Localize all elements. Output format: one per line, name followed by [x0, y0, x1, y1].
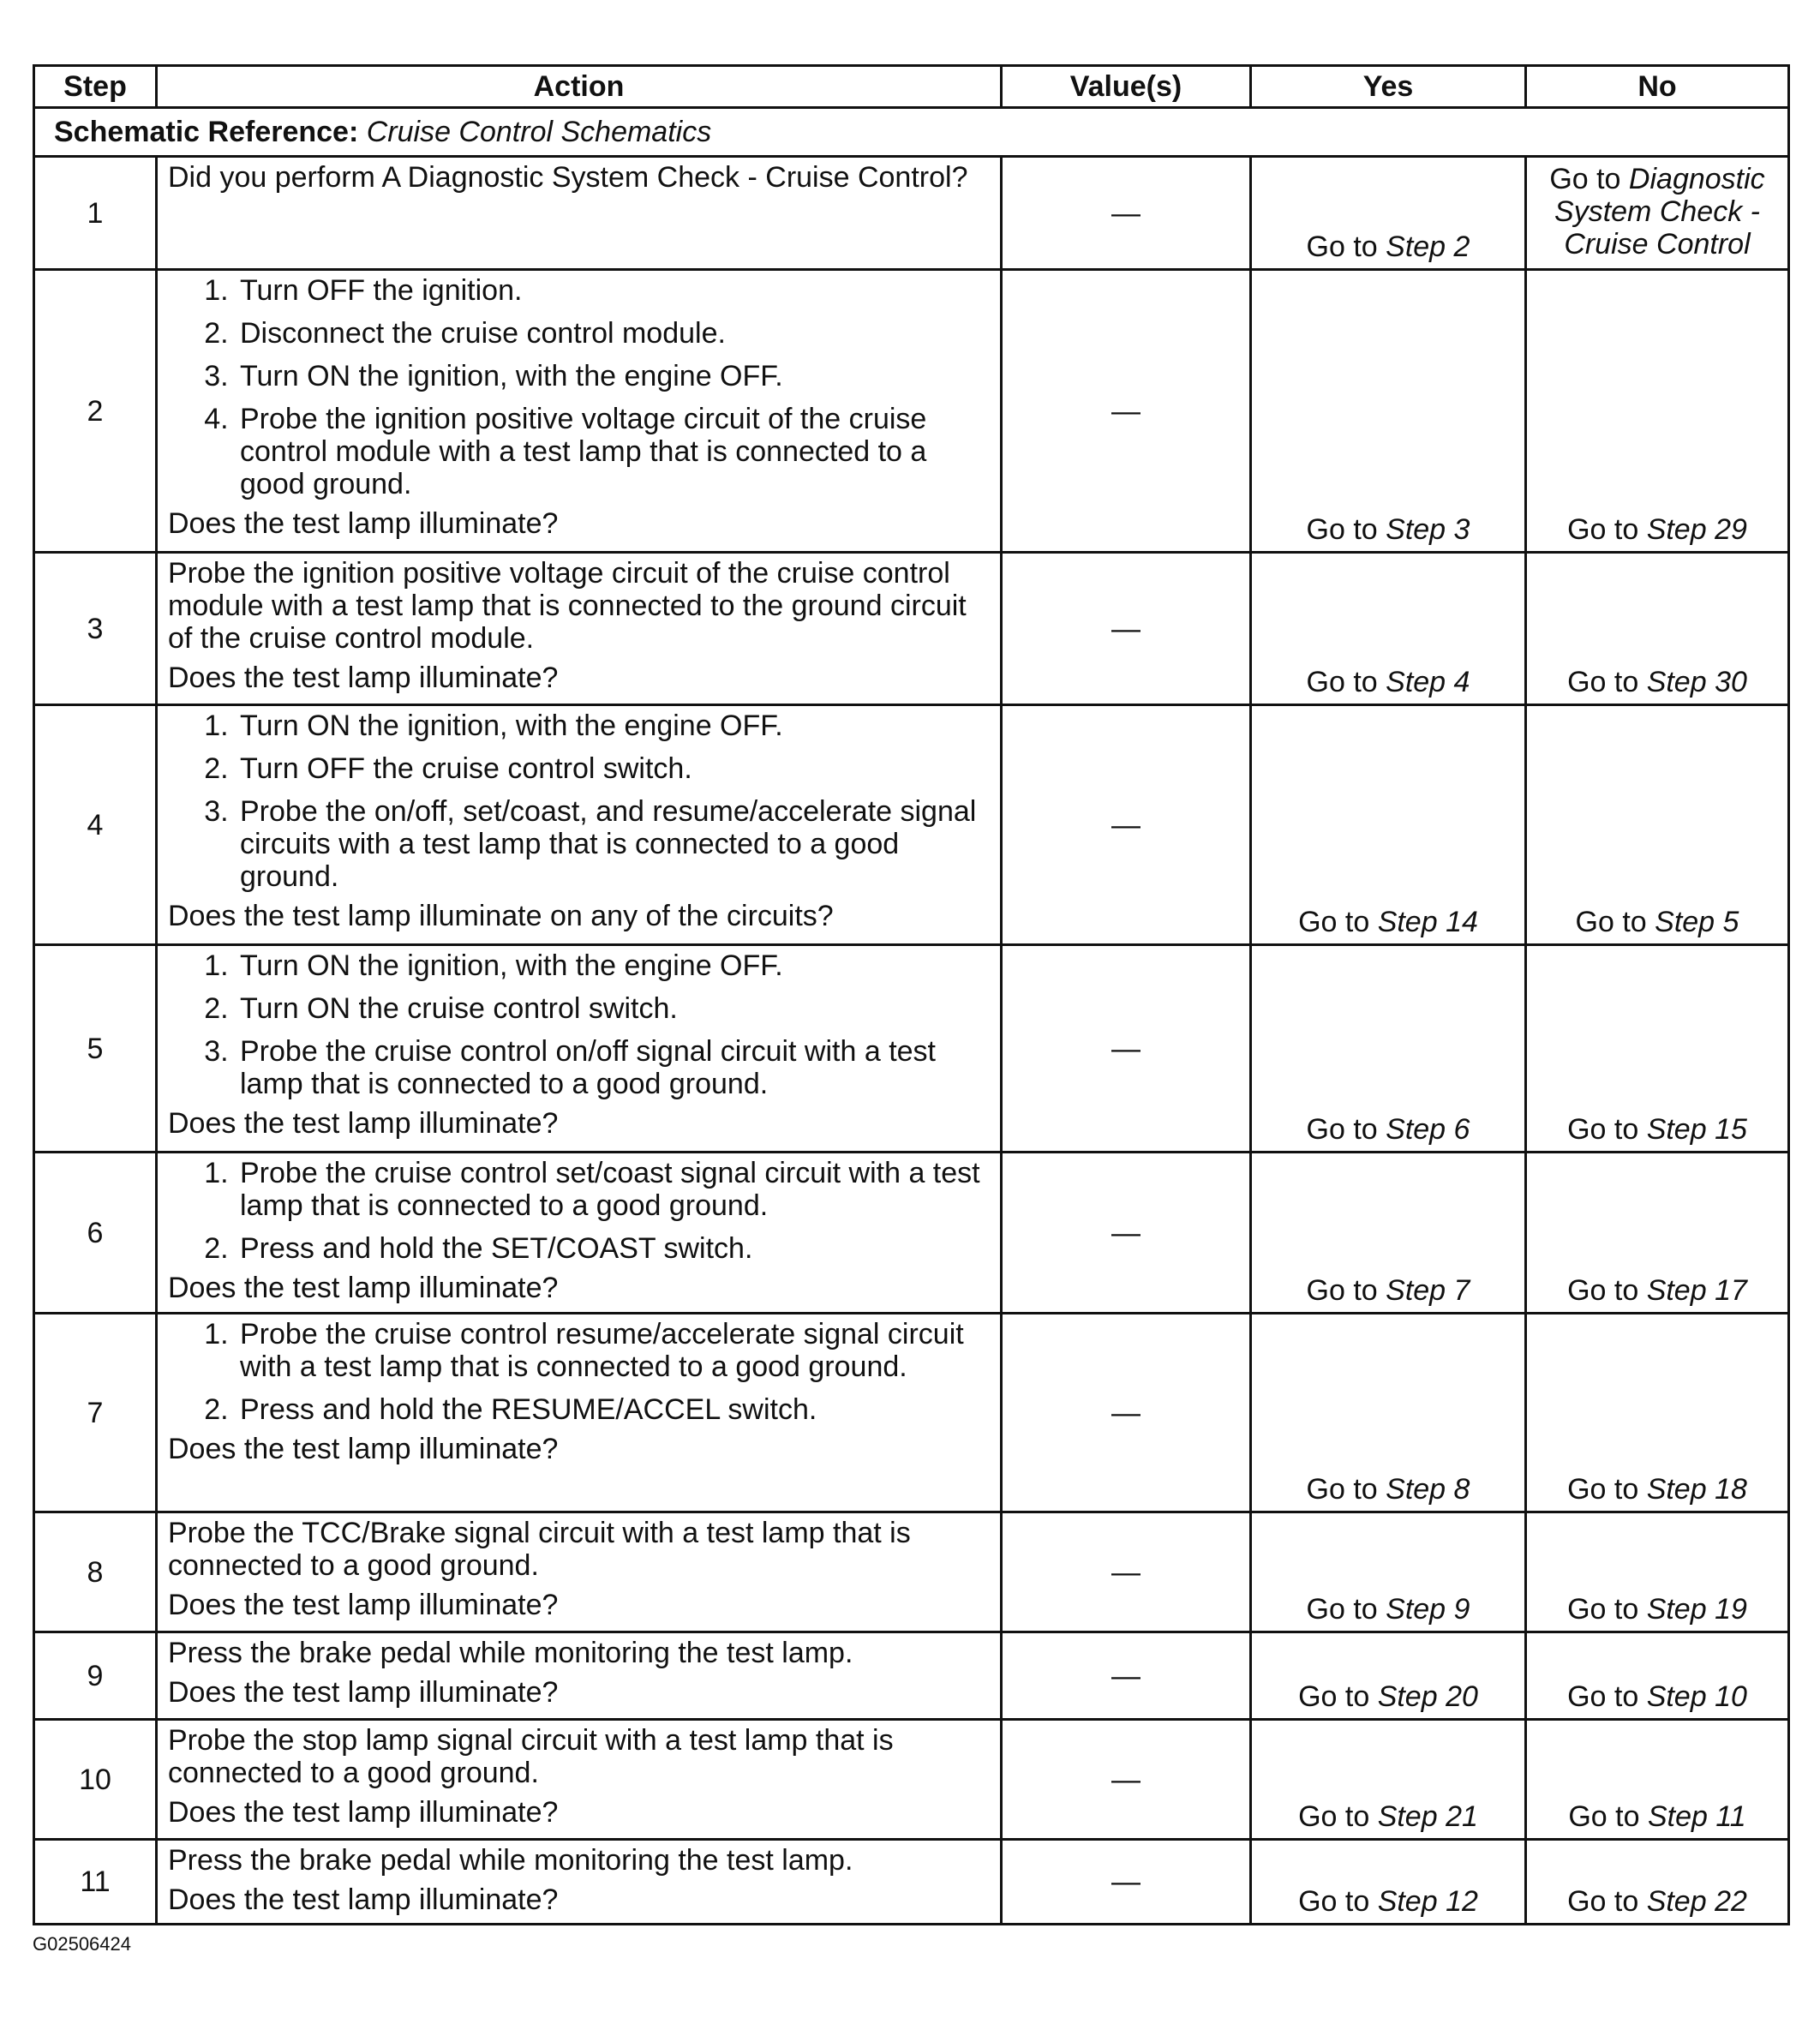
value-dash: — [1111, 394, 1140, 428]
no-goto-target: Step 18 [1646, 1473, 1747, 1506]
yes-goto-target: Step 6 [1386, 1113, 1470, 1146]
value-dash: — [1111, 1865, 1140, 1898]
yes-goto-link[interactable] [1307, 1593, 1470, 1626]
no-goto-prefix: Go to [1567, 513, 1647, 546]
no-cell [1526, 1632, 1789, 1720]
action-cell [157, 157, 1002, 270]
no-goto-link[interactable] [1576, 906, 1739, 938]
table-row [34, 1632, 1789, 1720]
step-number: 9 [34, 1632, 157, 1720]
no-goto-prefix: Go to [1567, 1593, 1647, 1626]
schematic-reference [34, 108, 1789, 157]
yes-cell [1251, 1314, 1526, 1512]
no-cell [1526, 1720, 1789, 1840]
value-dash: — [1111, 196, 1140, 230]
action-steps-list [168, 274, 988, 500]
table-body [34, 108, 1789, 1925]
no-goto-target: Step 11 [1647, 1800, 1746, 1833]
no-goto-link[interactable] [1549, 163, 1764, 260]
yes-cell [1251, 1840, 1526, 1925]
table-row [34, 157, 1789, 270]
action-cell [157, 1720, 1002, 1840]
header-yes: Yes [1251, 66, 1526, 108]
no-goto-prefix: Go to [1567, 1473, 1647, 1506]
no-goto-prefix: Go to [1567, 1680, 1647, 1713]
yes-goto-target: Step 9 [1386, 1593, 1470, 1626]
value-cell [1002, 270, 1251, 553]
no-goto-prefix: Go to [1567, 666, 1647, 698]
yes-goto-prefix: Go to [1306, 513, 1386, 546]
yes-goto-target: Step 7 [1386, 1274, 1470, 1307]
no-goto-target: Step 15 [1646, 1113, 1747, 1146]
value-dash: — [1111, 1216, 1140, 1249]
no-goto-target: Step 10 [1646, 1680, 1747, 1713]
action-cell [157, 270, 1002, 553]
action-step-item: 1. Turn OFF the ignition. [236, 274, 988, 307]
diagnostic-table [33, 64, 1790, 1925]
action-steps-list [168, 949, 988, 1100]
figure-id: G02506424 [33, 1933, 131, 1955]
yes-goto-target: Step 21 [1377, 1800, 1478, 1833]
no-goto-link[interactable] [1567, 1593, 1747, 1626]
yes-cell [1251, 157, 1526, 270]
value-dash: — [1111, 1763, 1140, 1796]
action-text: Press the brake pedal while monitoring the test lamp. [168, 1637, 853, 1669]
no-goto-target: Step 30 [1646, 666, 1747, 698]
action-step-item: 2. Turn ON the cruise control switch. [236, 992, 988, 1025]
action-cell [157, 1632, 1002, 1720]
yes-cell [1251, 1512, 1526, 1632]
action-question: Does the test lamp illuminate? [168, 1272, 559, 1304]
no-goto-link[interactable] [1567, 1274, 1747, 1307]
step-number: 10 [34, 1720, 157, 1840]
action-step-item: 2. Press and hold the RESUME/ACCEL switch. [236, 1393, 988, 1426]
yes-goto-link[interactable] [1298, 1800, 1478, 1833]
header-row [34, 66, 1789, 108]
no-cell [1526, 945, 1789, 1153]
action-step-item: 3. Probe the on/off, set/coast, and resume/accelerate signal circuits with a test lamp that is connected to a good ground. [236, 795, 988, 893]
action-step-item: 3. Turn ON the ignition, with the engine OFF. [236, 360, 988, 392]
schematic-reference-row [34, 108, 1789, 157]
action-cell [157, 1840, 1002, 1925]
yes-goto-link[interactable] [1307, 513, 1470, 546]
action-question: Does the test lamp illuminate? [168, 1107, 559, 1140]
no-goto-prefix: Go to [1567, 1113, 1647, 1146]
no-goto-target: Step 5 [1655, 906, 1739, 938]
yes-cell [1251, 705, 1526, 945]
value-dash: — [1111, 1659, 1140, 1692]
no-cell [1526, 553, 1789, 705]
table-row [34, 945, 1789, 1153]
action-question: Does the test lamp illuminate? [168, 1433, 559, 1465]
yes-cell [1251, 270, 1526, 553]
value-cell [1002, 1840, 1251, 1925]
yes-cell [1251, 1153, 1526, 1314]
no-goto-target: Step 22 [1646, 1885, 1747, 1918]
value-cell [1002, 1153, 1251, 1314]
no-cell [1526, 1840, 1789, 1925]
yes-goto-link[interactable] [1298, 1885, 1478, 1918]
yes-goto-link[interactable] [1307, 1274, 1470, 1307]
no-goto-prefix: Go to [1575, 906, 1655, 938]
yes-goto-link[interactable] [1307, 231, 1470, 263]
yes-goto-prefix: Go to [1298, 1800, 1378, 1833]
no-goto-prefix: Go to [1567, 1274, 1647, 1307]
step-number: 3 [34, 553, 157, 705]
action-step-item: 2. Press and hold the SET/COAST switch. [236, 1232, 988, 1265]
step-number: 11 [34, 1840, 157, 1925]
yes-goto-prefix: Go to [1298, 1680, 1378, 1713]
no-cell [1526, 1314, 1789, 1512]
table-row [34, 1153, 1789, 1314]
step-number: 5 [34, 945, 157, 1153]
no-goto-link[interactable] [1567, 1680, 1747, 1713]
no-cell [1526, 157, 1789, 270]
no-goto-target: Diagnostic System Check - Cruise Control [1554, 163, 1765, 260]
no-goto-target: Step 19 [1646, 1593, 1747, 1626]
yes-goto-prefix: Go to [1306, 231, 1386, 263]
no-goto-link[interactable] [1567, 1113, 1747, 1146]
yes-goto-target: Step 20 [1377, 1680, 1478, 1713]
header-values: Value(s) [1002, 66, 1251, 108]
no-goto-prefix: Go to [1549, 163, 1629, 195]
yes-cell [1251, 1632, 1526, 1720]
yes-goto-target: Step 8 [1386, 1473, 1470, 1506]
table-row [34, 1512, 1789, 1632]
step-number: 7 [34, 1314, 157, 1512]
action-text: Press the brake pedal while monitoring the test lamp. [168, 1844, 853, 1877]
no-goto-link[interactable] [1567, 666, 1747, 698]
action-question: Does the test lamp illuminate? [168, 662, 559, 694]
action-cell [157, 1314, 1002, 1512]
yes-goto-prefix: Go to [1306, 666, 1386, 698]
value-dash: — [1111, 1032, 1140, 1065]
value-cell [1002, 553, 1251, 705]
action-step-item: 4. Probe the ignition positive voltage circuit of the cruise control module with a test lamp that is connected to a good ground. [236, 403, 988, 500]
table-row [34, 1840, 1789, 1925]
value-dash: — [1111, 1396, 1140, 1429]
action-question: Does the test lamp illuminate? [168, 1883, 559, 1916]
yes-goto-link[interactable] [1298, 906, 1478, 938]
action-step-item: 1. Turn ON the ignition, with the engine OFF. [236, 710, 988, 742]
no-goto-link[interactable] [1567, 1473, 1747, 1506]
table-row [34, 553, 1789, 705]
yes-cell [1251, 1720, 1526, 1840]
action-steps-list [168, 1318, 988, 1426]
step-number: 8 [34, 1512, 157, 1632]
action-step-item: 1. Probe the cruise control set/coast signal circuit with a test lamp that is connected to a good ground. [236, 1157, 988, 1222]
yes-goto-target: Step 4 [1386, 666, 1470, 698]
action-question: Does the test lamp illuminate on any of the circuits? [168, 900, 834, 932]
yes-cell [1251, 945, 1526, 1153]
table-row [34, 270, 1789, 553]
table-row [34, 1720, 1789, 1840]
schematic-reference-link[interactable]: Cruise Control Schematics [366, 116, 712, 148]
step-number: 6 [34, 1153, 157, 1314]
yes-goto-target: Step 2 [1386, 231, 1470, 263]
no-goto-target: Step 29 [1646, 513, 1747, 546]
step-number: 1 [34, 157, 157, 270]
yes-cell [1251, 553, 1526, 705]
yes-goto-link[interactable] [1298, 1680, 1478, 1713]
no-goto-link[interactable] [1568, 1800, 1745, 1833]
action-step-item: 1. Turn ON the ignition, with the engine OFF. [236, 949, 988, 982]
value-cell [1002, 705, 1251, 945]
value-cell [1002, 945, 1251, 1153]
value-cell [1002, 1512, 1251, 1632]
action-steps-list [168, 1157, 988, 1265]
action-text: Probe the stop lamp signal circuit with a test lamp that is connected to a good ground. [168, 1724, 894, 1789]
yes-goto-prefix: Go to [1298, 1885, 1378, 1918]
no-goto-target: Step 17 [1646, 1274, 1747, 1307]
yes-goto-link[interactable] [1307, 1473, 1470, 1506]
value-dash: — [1111, 612, 1140, 645]
action-question: Does the test lamp illuminate? [168, 1796, 559, 1829]
no-cell [1526, 1512, 1789, 1632]
table-row [34, 1314, 1789, 1512]
action-question: Does the test lamp illuminate? [168, 1589, 559, 1621]
action-cell [157, 553, 1002, 705]
action-cell [157, 1153, 1002, 1314]
no-goto-prefix: Go to [1567, 1885, 1647, 1918]
action-step-item: 2. Turn OFF the cruise control switch. [236, 752, 988, 785]
yes-goto-target: Step 3 [1386, 513, 1470, 546]
no-cell [1526, 270, 1789, 553]
no-goto-link[interactable] [1567, 513, 1747, 546]
table-row [34, 705, 1789, 945]
yes-goto-target: Step 12 [1377, 1885, 1478, 1918]
action-text: Did you perform A Diagnostic System Check - Cruise Control? [168, 161, 968, 194]
no-goto-prefix: Go to [1568, 1800, 1648, 1833]
action-step-item: 1. Probe the cruise control resume/accelerate signal circuit with a test lamp that is connected to a good ground. [236, 1318, 988, 1383]
value-cell [1002, 1632, 1251, 1720]
header-no: No [1526, 66, 1789, 108]
action-cell [157, 705, 1002, 945]
step-number: 4 [34, 705, 157, 945]
header-action: Action [157, 66, 1002, 108]
header-step: Step [34, 66, 157, 108]
value-cell [1002, 1314, 1251, 1512]
action-steps-list [168, 710, 988, 893]
action-question: Does the test lamp illuminate? [168, 1676, 559, 1709]
no-cell [1526, 1153, 1789, 1314]
no-goto-link[interactable] [1567, 1885, 1747, 1918]
yes-goto-prefix: Go to [1306, 1113, 1386, 1146]
action-cell [157, 1512, 1002, 1632]
action-question: Does the test lamp illuminate? [168, 507, 559, 540]
yes-goto-prefix: Go to [1306, 1473, 1386, 1506]
action-text: Probe the ignition positive voltage circuit of the cruise control module with a test lamp that is connected to the ground circuit of the cruise control module. [168, 557, 967, 655]
no-cell [1526, 705, 1789, 945]
yes-goto-prefix: Go to [1298, 906, 1378, 938]
action-step-item: 3. Probe the cruise control on/off signal circuit with a test lamp that is connected to a good ground. [236, 1035, 988, 1100]
value-cell [1002, 1720, 1251, 1840]
schematic-reference-label: Schematic Reference: [54, 116, 359, 148]
value-cell [1002, 157, 1251, 270]
value-dash: — [1111, 808, 1140, 841]
yes-goto-prefix: Go to [1306, 1274, 1386, 1307]
yes-goto-link[interactable] [1307, 1113, 1470, 1146]
yes-goto-prefix: Go to [1306, 1593, 1386, 1626]
action-step-item: 2. Disconnect the cruise control module. [236, 317, 988, 350]
action-text: Probe the TCC/Brake signal circuit with a test lamp that is connected to a good ground. [168, 1517, 911, 1582]
action-cell [157, 945, 1002, 1153]
yes-goto-link[interactable] [1307, 666, 1470, 698]
yes-goto-target: Step 14 [1377, 906, 1478, 938]
value-dash: — [1111, 1555, 1140, 1589]
step-number: 2 [34, 270, 157, 553]
